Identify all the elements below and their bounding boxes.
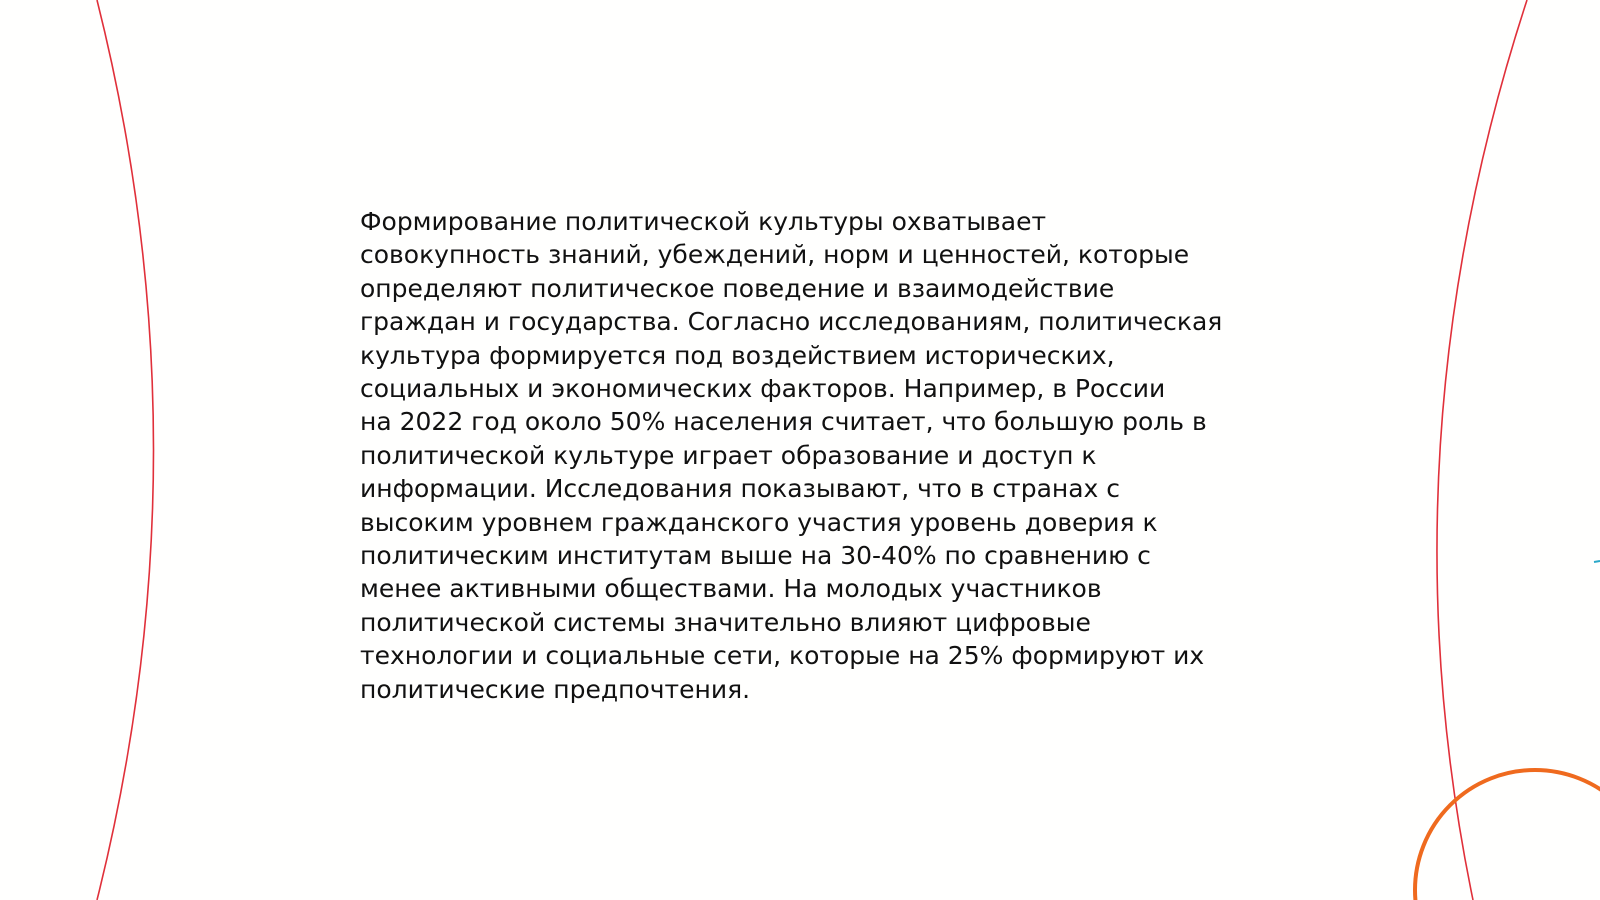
paragraph-line: технологии и социальные сети, которые на 25% формируют их xyxy=(360,641,1205,671)
paragraph-line: высоким уровнем гражданского участия уровень доверия к xyxy=(360,507,1158,537)
paragraph-line: Формирование политической культуры охватывает xyxy=(360,207,1047,236)
teal-accent-mark xyxy=(1594,561,1600,562)
paragraph-line: информации. Исследования показывают, что в странах с xyxy=(360,474,1121,504)
paragraph-line: политической системы значительно влияют цифровые xyxy=(360,607,1091,637)
paragraph-line: социальных и экономических факторов. Например, в России xyxy=(360,374,1166,404)
left-red-arc xyxy=(97,0,154,900)
paragraph-line: политические предпочтения. xyxy=(360,674,751,704)
paragraph-line: совокупность знаний, убеждений, норм и ценностей, которые xyxy=(360,240,1190,270)
paragraph-line: на 2022 год около 50% населения считает, что большую роль в xyxy=(360,407,1207,437)
body-paragraph xyxy=(360,205,1240,706)
paragraph-line: политическим институтам выше на 30-40% по сравнению с xyxy=(360,541,1151,571)
paragraph-line: политической культуре играет образование и доступ к xyxy=(360,440,1097,470)
paragraph-line: менее активными обществами. На молодых участников xyxy=(360,574,1102,604)
paragraph-line: граждан и государства. Согласно исследованиям, политическая xyxy=(360,307,1223,337)
right-red-arc xyxy=(1437,0,1527,900)
paragraph-line: определяют политическое поведение и взаимодействие xyxy=(360,273,1115,303)
orange-circle-arc xyxy=(1415,770,1600,900)
paragraph-line: культура формируется под воздействием исторических, xyxy=(360,340,1115,370)
